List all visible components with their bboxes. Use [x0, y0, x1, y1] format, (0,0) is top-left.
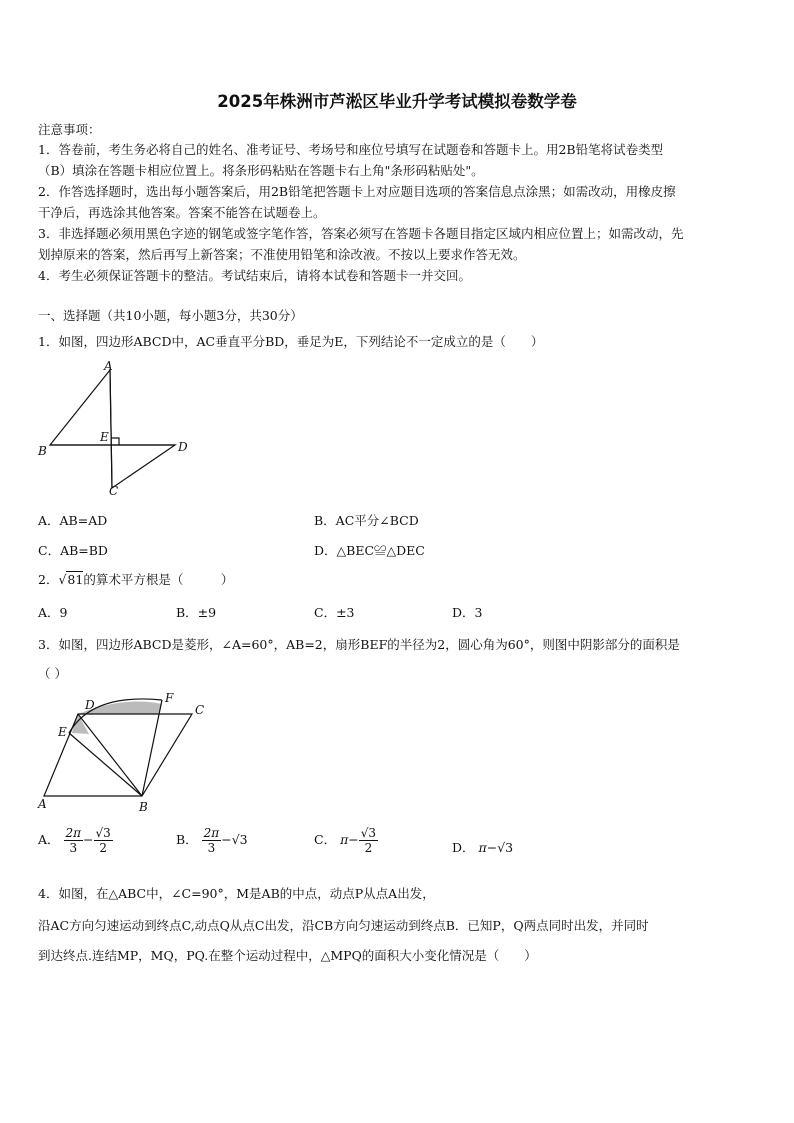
- page-title: 2025年株洲市芦淞区毕业升学考试模拟卷数学卷: [217, 92, 577, 111]
- notice-heading: 注意事项：: [38, 122, 101, 137]
- question-3-stem: 3．如图，四边形ABCD是菱形，∠A=60°，AB=2，扇形BEF的半径为2，圆心角为60°，则图中阴影部分的面积是: [38, 637, 680, 652]
- q2-option-d[interactable]: D．3: [452, 605, 483, 620]
- label-f: F: [165, 691, 174, 705]
- q1-option-c[interactable]: C．AB=BD: [38, 543, 108, 558]
- notice-line: （B）填涂在答题卡相应位置上。将条形码粘贴在答题卡右上角"条形码粘贴处"。: [38, 163, 484, 178]
- question-2-stem: [38, 570, 233, 589]
- q1-option-a[interactable]: A．AB=AD: [38, 513, 108, 528]
- section-heading: 一、选择题（共10小题，每小题3分，共30分）: [38, 308, 303, 323]
- q2-option-b[interactable]: B．±9: [176, 605, 217, 620]
- label-b: B: [38, 444, 47, 458]
- label-c: C: [109, 484, 119, 498]
- label-a: A: [104, 360, 113, 373]
- q3-option-c[interactable]: C． π− $\frac{√3}{2}$: [314, 826, 377, 855]
- label-b: B: [139, 800, 148, 813]
- question-2-number: 2．: [38, 572, 59, 587]
- q3-option-a[interactable]: A． $\frac{2\pi}{3}$ − $\frac{√3}{2}$: [38, 826, 111, 855]
- notice-line: 2．作答选择题时，选出每小题答案后，用2B铅笔把答题卡上对应题目选项的答案信息点涂黑；如需改动，用橡皮擦: [38, 184, 676, 199]
- q1-option-d[interactable]: D．△BEC≌△DEC: [314, 543, 425, 558]
- label-e: E: [100, 430, 109, 444]
- question-4-stem-cont: 沿AC方向匀速运动到终点C,动点Q从点C出发，沿CB方向匀速运动到终点B．已知P，Q两点同时出发，并同时: [38, 918, 649, 933]
- label-d: D: [178, 440, 188, 454]
- q3-option-b[interactable]: B． $\frac{2\pi}{3}$ −√3: [176, 826, 248, 855]
- label-d: D: [85, 698, 95, 712]
- q3-option-d[interactable]: D． π−√3: [452, 840, 514, 855]
- question-3-stem-cont: （ ）: [38, 666, 67, 681]
- question-4-stem: 4．如图，在△ABC中，∠C=90°，M是AB的中点，动点P从点A出发，: [38, 886, 435, 901]
- sqrt-icon: √: [58, 572, 67, 587]
- notice-line: 干净后，再选涂其他答案。答案不能答在试题卷上。: [38, 205, 326, 220]
- label-a: A: [38, 797, 47, 811]
- label-e: E: [58, 725, 67, 739]
- question-1-stem: 1．如图，四边形ABCD中，AC垂直平分BD，垂足为E，下列结论不一定成立的是（ ）: [38, 334, 544, 349]
- question-3-figure: [34, 688, 224, 813]
- q1-option-b[interactable]: B．AC平分∠BCD: [314, 513, 419, 528]
- notice-line: 1．答卷前，考生务必将自己的姓名、准考证号、考场号和座位号填写在试题卷和答题卡上。用2B铅笔将试卷类型: [38, 142, 664, 157]
- question-1-figure: [34, 360, 194, 500]
- q2-option-c[interactable]: C．±3: [314, 605, 355, 620]
- q2-option-a[interactable]: A．9: [38, 605, 68, 620]
- question-4-stem-cont: 到达终点.连结MP，MQ，PQ.在整个运动过程中，△MPQ的面积大小变化情况是（ ）: [38, 948, 537, 963]
- question-2-radicand: 81: [67, 572, 84, 587]
- notice-line: 4．考生必须保证答题卡的整洁。考试结束后，请将本试卷和答题卡一并交回。: [38, 268, 471, 283]
- notice-line: 划掉原来的答案，然后再写上新答案；不准使用铅笔和涂改液。不按以上要求作答无效。: [38, 247, 526, 262]
- notice-line: 3．非选择题必须用黑色字迹的钢笔或签字笔作答，答案必须写在答题卡各题目指定区域内相应位置上；如需改动，先: [38, 226, 684, 241]
- label-c: C: [195, 703, 205, 717]
- question-2-stem-text: 的算术平方根是（ ）: [83, 572, 234, 587]
